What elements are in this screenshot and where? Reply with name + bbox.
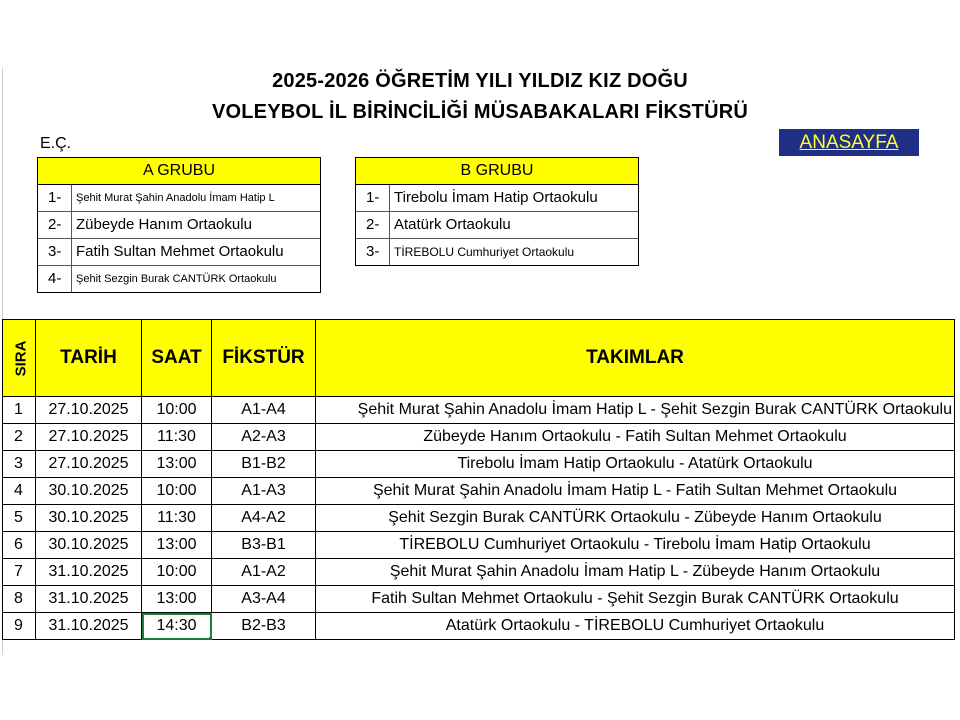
table-row [3, 478, 955, 505]
group-b-table [355, 157, 639, 266]
cell-takimlar[interactable]: Atatürk Ortaokulu - TİREBOLU Cumhuriyet Ortaokulu [316, 613, 955, 640]
cell-sira[interactable]: 2 [3, 424, 36, 451]
team-number: 3- [356, 239, 390, 265]
cell-takimlar[interactable]: Şehit Murat Şahin Anadolu İmam Hatip L - Fatih Sultan Mehmet Ortaokulu [316, 478, 955, 505]
cell-sira[interactable]: 9 [3, 613, 36, 640]
group-b-row[interactable] [356, 212, 638, 239]
cell-takimlar[interactable]: Zübeyde Hanım Ortaokulu - Fatih Sultan Mehmet Ortaokulu [316, 424, 955, 451]
cell-sira[interactable]: 6 [3, 532, 36, 559]
column-header-tarih[interactable]: TARİH [36, 320, 142, 397]
ec-label: E.Ç. [40, 135, 72, 152]
table-row [3, 397, 955, 424]
team-number: 4- [38, 266, 72, 292]
cell-takimlar[interactable]: Şehit Sezgin Burak CANTÜRK Ortaokulu - Zübeyde Hanım Ortaokulu [316, 505, 955, 532]
team-name: Tirebolu İmam Hatip Ortaokulu [394, 189, 598, 206]
cell-saat[interactable]: 11:30 [142, 505, 212, 532]
cell-takimlar[interactable]: TİREBOLU Cumhuriyet Ortaokulu - Tirebolu İmam Hatip Ortaokulu [316, 532, 955, 559]
group-a-row[interactable] [38, 266, 320, 292]
cell-takimlar[interactable]: Tirebolu İmam Hatip Ortaokulu - Atatürk Ortaokulu [316, 451, 955, 478]
column-header-saat[interactable]: SAAT [142, 320, 212, 397]
cell-fikstur[interactable]: A1-A3 [212, 478, 316, 505]
cell-fikstur[interactable]: A2-A3 [212, 424, 316, 451]
team-name: TİREBOLU Cumhuriyet Ortaokulu [394, 245, 575, 259]
cell-saat[interactable]: 13:00 [142, 451, 212, 478]
cell-saat[interactable]: 13:00 [142, 532, 212, 559]
column-header-fikstur[interactable]: FİKSTÜR [212, 320, 316, 397]
cell-saat-selected[interactable]: 14:30 [142, 613, 212, 640]
cell-sira[interactable]: 5 [3, 505, 36, 532]
fixture-header-row [3, 320, 955, 397]
cell-tarih[interactable]: 27.10.2025 [36, 397, 142, 424]
cell-tarih[interactable]: 27.10.2025 [36, 424, 142, 451]
table-row [3, 505, 955, 532]
team-name: Şehit Murat Şahin Anadolu İmam Hatip L [76, 192, 275, 204]
cell-takimlar[interactable]: Şehit Murat Şahin Anadolu İmam Hatip L - Şehit Sezgin Burak CANTÜRK Ortaokulu [316, 397, 955, 424]
table-row [3, 451, 955, 478]
team-number: 1- [356, 185, 390, 211]
team-number: 3- [38, 239, 72, 265]
team-number: 1- [38, 185, 72, 211]
column-header-sira[interactable]: SIRA [3, 320, 36, 397]
cell-saat[interactable]: 10:00 [142, 478, 212, 505]
cell-fikstur[interactable]: A1-A2 [212, 559, 316, 586]
cell-saat[interactable]: 11:30 [142, 424, 212, 451]
cell-tarih[interactable]: 31.10.2025 [36, 613, 142, 640]
table-row [3, 586, 955, 613]
fixture-table [2, 319, 955, 640]
cell-tarih[interactable]: 30.10.2025 [36, 478, 142, 505]
table-row [3, 613, 955, 640]
table-row [3, 424, 955, 451]
team-name: Atatürk Ortaokulu [394, 216, 511, 233]
cell-fikstur[interactable]: B2-B3 [212, 613, 316, 640]
cell-tarih[interactable]: 31.10.2025 [36, 559, 142, 586]
team-number: 2- [356, 212, 390, 238]
group-a-row[interactable] [38, 239, 320, 266]
table-row [3, 559, 955, 586]
team-number: 2- [38, 212, 72, 238]
cell-tarih[interactable]: 30.10.2025 [36, 532, 142, 559]
cell-fikstur[interactable]: B1-B2 [212, 451, 316, 478]
cell-sira[interactable]: 4 [3, 478, 36, 505]
cell-sira[interactable]: 8 [3, 586, 36, 613]
cell-saat[interactable]: 10:00 [142, 397, 212, 424]
cell-takimlar[interactable]: Fatih Sultan Mehmet Ortaokulu - Şehit Sezgin Burak CANTÜRK Ortaokulu [316, 586, 955, 613]
cell-sira[interactable]: 1 [3, 397, 36, 424]
cell-sira[interactable]: 7 [3, 559, 36, 586]
group-a-header: A GRUBU [38, 158, 320, 185]
group-a-row[interactable] [38, 212, 320, 239]
group-a-table [37, 157, 321, 293]
cell-takimlar[interactable]: Şehit Murat Şahin Anadolu İmam Hatip L - Zübeyde Hanım Ortaokulu [316, 559, 955, 586]
team-name: Zübeyde Hanım Ortaokulu [76, 216, 252, 233]
team-name: Fatih Sultan Mehmet Ortaokulu [76, 243, 284, 260]
cell-tarih[interactable]: 30.10.2025 [36, 505, 142, 532]
page-title-line1: 2025-2026 ÖĞRETİM YILI YILDIZ KIZ DOĞU [272, 70, 688, 92]
group-a-row[interactable] [38, 185, 320, 212]
cell-fikstur[interactable]: A1-A4 [212, 397, 316, 424]
team-name: Şehit Sezgin Burak CANTÜRK Ortaokulu [76, 273, 277, 285]
cell-tarih[interactable]: 27.10.2025 [36, 451, 142, 478]
column-header-takimlar[interactable]: TAKIMLAR [316, 320, 955, 397]
cell-fikstur[interactable]: A4-A2 [212, 505, 316, 532]
cell-saat[interactable]: 13:00 [142, 586, 212, 613]
group-b-header: B GRUBU [356, 158, 638, 185]
cell-fikstur[interactable]: B3-B1 [212, 532, 316, 559]
page-title-line2: VOLEYBOL İL BİRİNCİLİĞİ MÜSABAKALARI FİKSTÜRÜ [211, 101, 749, 123]
cell-fikstur[interactable]: A3-A4 [212, 586, 316, 613]
group-b-row[interactable] [356, 185, 638, 212]
cell-tarih[interactable]: 31.10.2025 [36, 586, 142, 613]
crop-edge [0, 655, 960, 720]
group-b-row[interactable] [356, 239, 638, 265]
cell-saat[interactable]: 10:00 [142, 559, 212, 586]
cell-sira[interactable]: 3 [3, 451, 36, 478]
table-row [3, 532, 955, 559]
home-button[interactable]: ANASAYFA [779, 129, 919, 156]
